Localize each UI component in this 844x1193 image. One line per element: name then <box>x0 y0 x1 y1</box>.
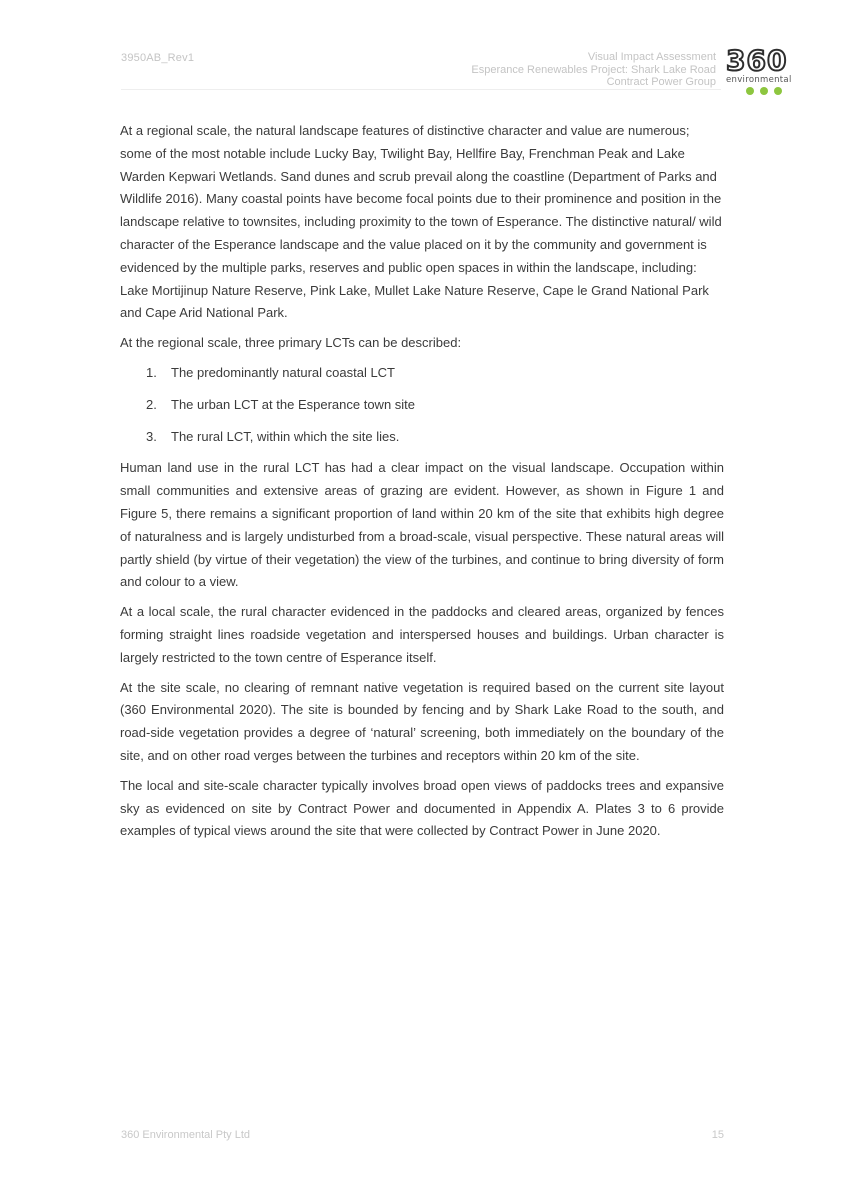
paragraph-site-scale: At the site scale, no clearing of remnant native vegetation is required based on the current site layout (360 Environmental 2020). The site is bounded by fencing and by Shark Lake Road to the south, and road-side vegetation provides a degree of ‘natural’ screening, both immediately on the boundary of the site, and on other road verges between the turbines and receptors within 20 km of the site. <box>120 679 724 763</box>
header-divider <box>121 89 721 90</box>
logo-dots <box>746 87 782 95</box>
list-item <box>120 362 724 385</box>
header-titles <box>471 51 716 89</box>
paragraph-local-scale: At a local scale, the rural character evidenced in the paddocks and cleared areas, organized by fences forming straight lines roadside vegetation and interspersed houses and buildings. Urban character is largely restricted to the town centre of Esperance itself. <box>120 604 724 665</box>
lct-list <box>120 362 724 448</box>
header-title-line-2: Esperance Renewables Project: Shark Lake Road <box>471 63 716 76</box>
company-logo <box>726 44 802 96</box>
paragraph-site-character: The local and site-scale character typically involves broad open views of paddocks trees and expansive sky as evidenced on site by Contract Power and documented in Appendix A. Plates 3 to 6 provide examples of typical views around the site that were collected by Contract Power in June 2020. <box>120 777 724 839</box>
header-title-line-1: Visual Impact Assessment <box>587 51 716 63</box>
list-item-text: The rural LCT, within which the site lies. <box>171 428 400 444</box>
logo-wordmark: environmental <box>726 75 792 85</box>
paragraph-lct-intro: At the regional scale, three primary LCTs can be described: <box>120 335 462 351</box>
logo-dot-icon <box>774 87 782 95</box>
list-item-number: 1. <box>146 364 157 380</box>
footer-company: 360 Environmental Pty Ltd <box>121 1129 251 1141</box>
logo-number: 360 <box>726 44 788 77</box>
page-number: 15 <box>711 1129 724 1141</box>
paragraph-regional-scale: At a regional scale, the natural landscape features of distinctive character and value are numerous; some of the most notable include Lucky Bay, Twilight Bay, Hellfire Bay, Frenchman Peak and Lake Warden Kepwari Wetlands. Sand dunes and scrub prevail along the coastline (Department of Parks and Wildlife 2016). Many coastal points have become focal points due to their prominence and position in the landscape relative to townsites, including proximity to the town of Esperance. The distinctive natural/ wild character of the Esperance landscape and the value placed on it by the community and government is evidenced by the multiple parks, reserves and public open spaces in within the landscape, including: Lake Mortijinup Nature Reserve, Pink Lake, Mullet Lake Nature Reserve, Cape le Grand National Park and Cape Arid National Park. <box>120 123 722 321</box>
list-item <box>120 426 724 449</box>
list-item-text: The urban LCT at the Esperance town site <box>171 396 416 412</box>
page-header <box>0 0 844 100</box>
list-item-text: The predominantly natural coastal LCT <box>171 364 396 380</box>
document-reference: 3950AB_Rev1 <box>121 52 195 64</box>
logo-dot-icon <box>746 87 754 95</box>
list-item-number: 3. <box>146 428 157 444</box>
paragraph-rural-lct: Human land use in the rural LCT has had a clear impact on the visual landscape. Occupation within small communities and extensive areas of grazing are evident. However, as shown in Figure 1 and Figure 5, there remains a significant proportion of land within 20 km of the site that exhibits high degree of naturalness and is largely undisturbed from a broad-scale, visual perspective. These natural areas will partly shield (by virtue of their vegetation) the view of the turbines, and continue to bring diversity of form and colour to a view. <box>120 460 724 590</box>
page-body <box>120 120 724 850</box>
list-item <box>120 394 724 417</box>
header-title-line-3: Contract Power Group <box>606 76 716 88</box>
list-item-number: 2. <box>146 396 157 412</box>
logo-dot-icon <box>760 87 768 95</box>
